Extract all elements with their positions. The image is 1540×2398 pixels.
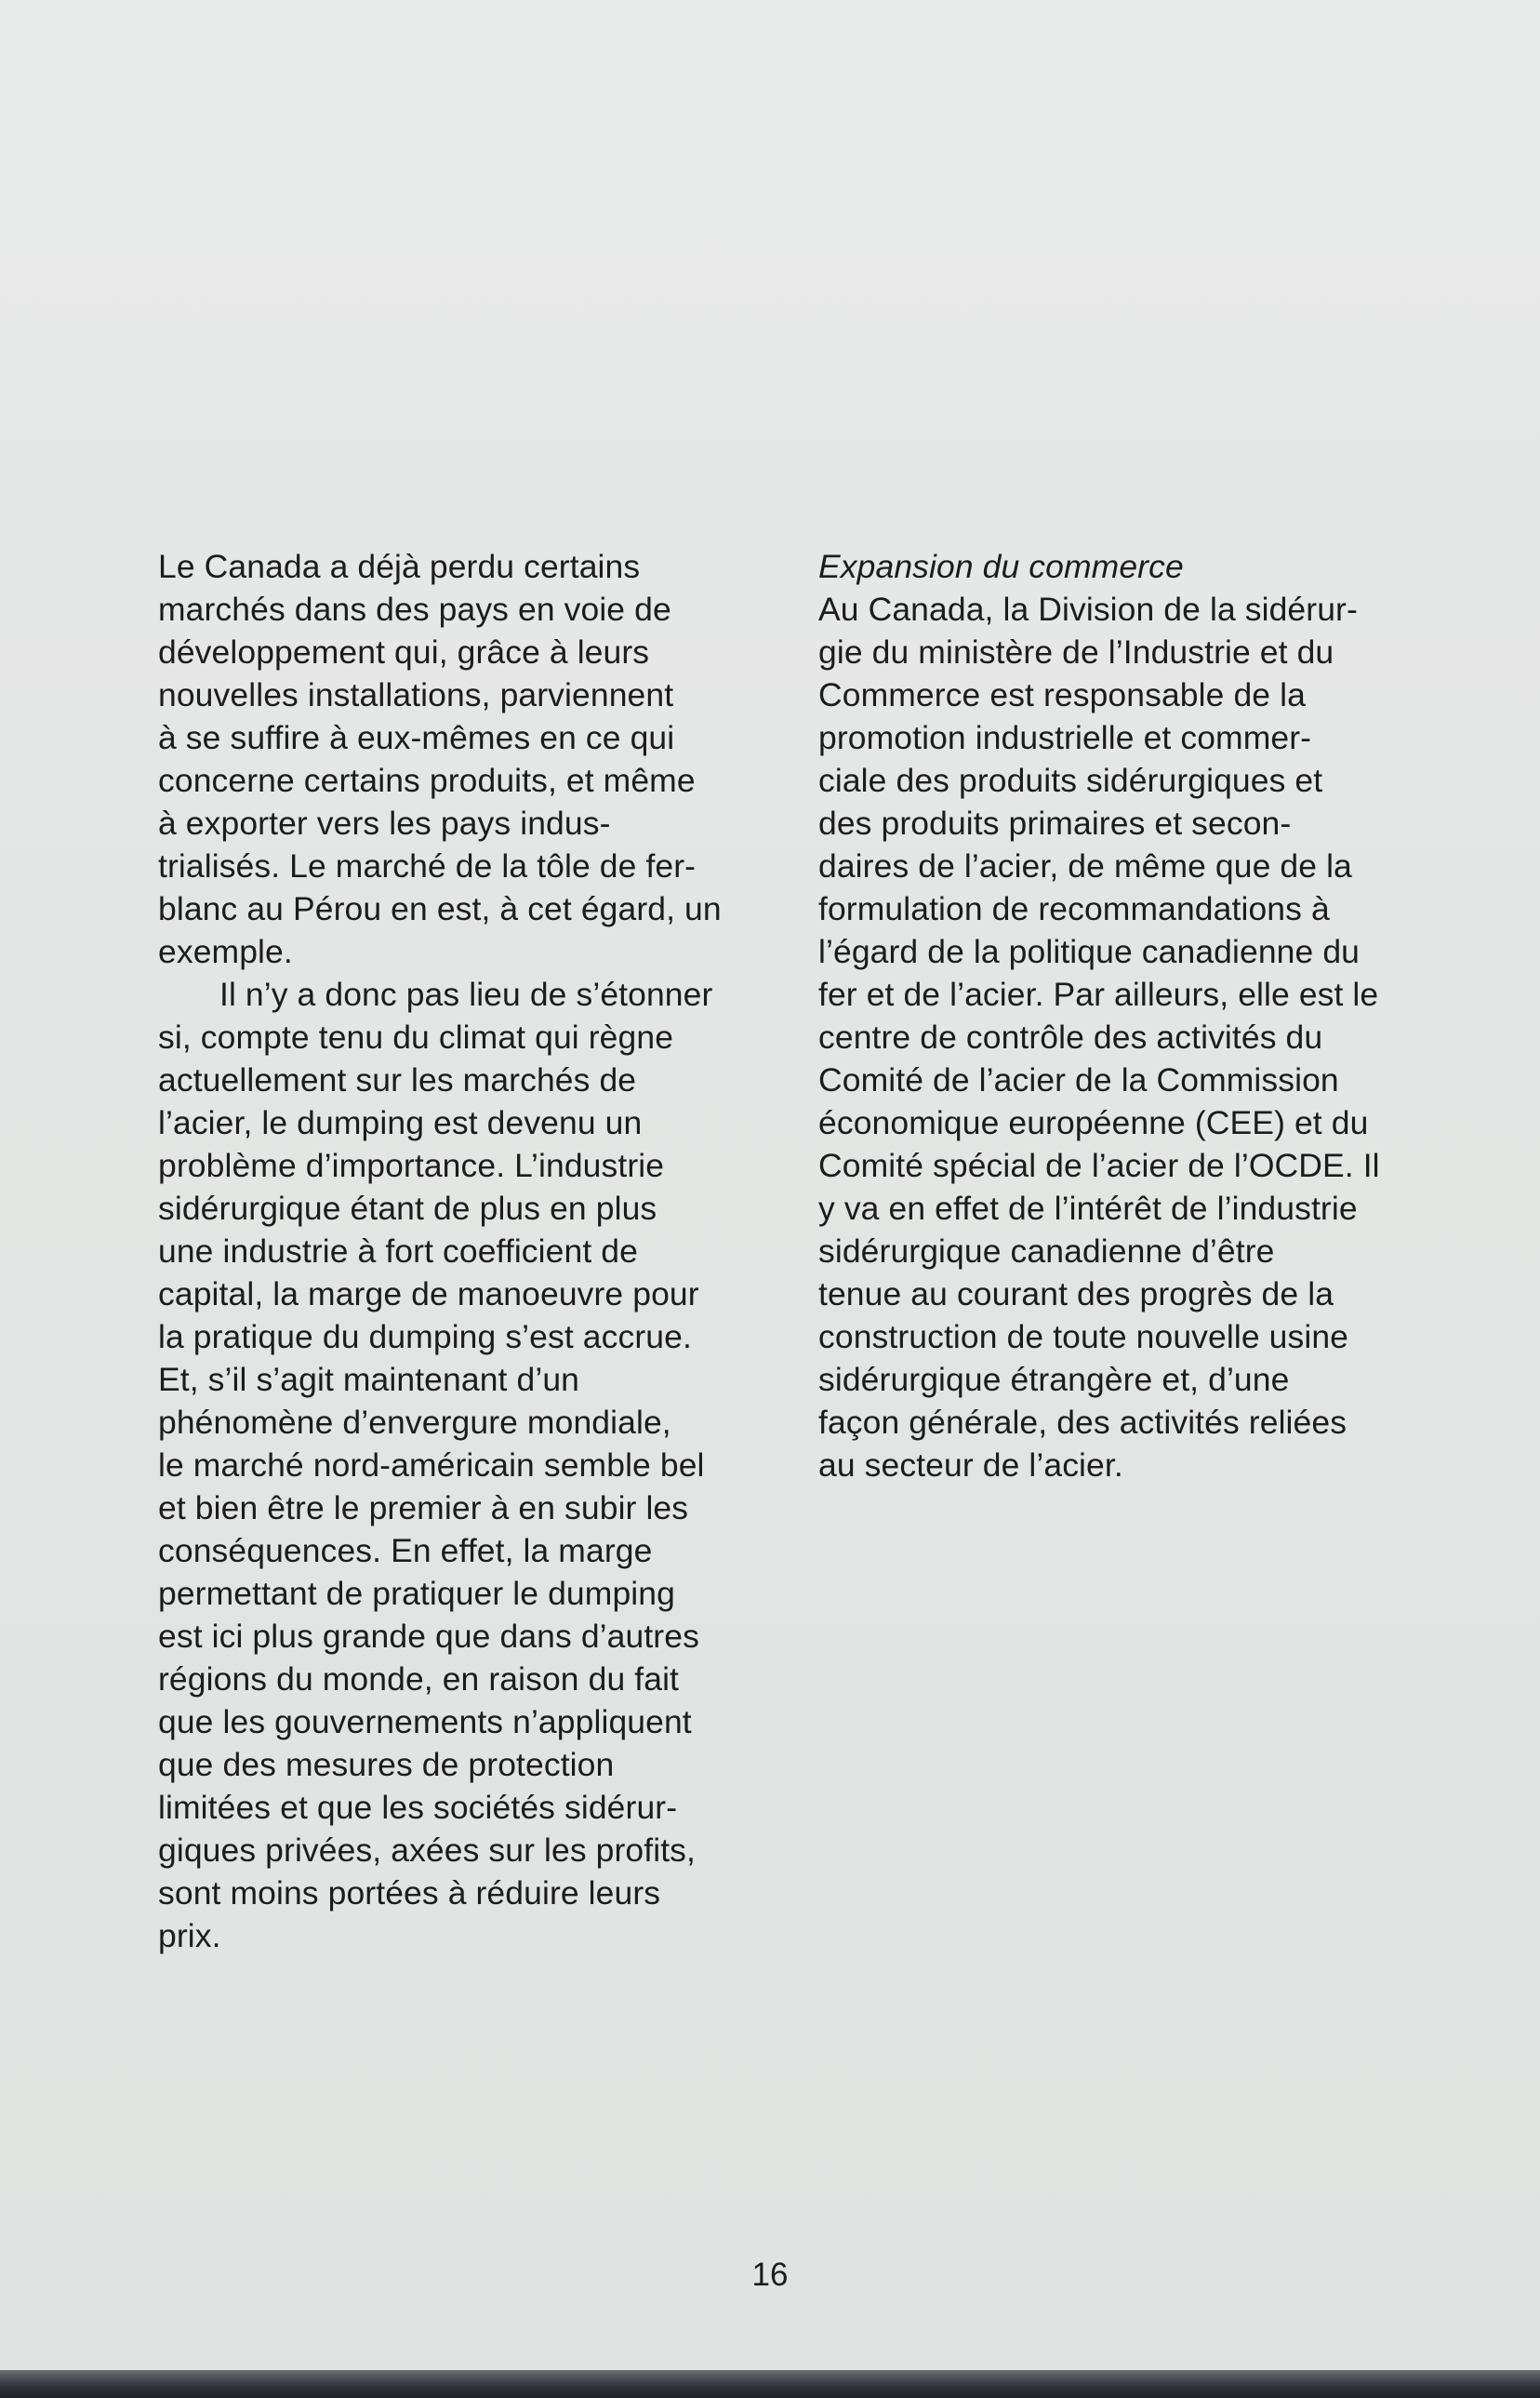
text-line: daires de l’acier, de même que de la	[818, 847, 1352, 885]
text-line: Le Canada a déjà perdu certains	[158, 548, 641, 585]
scan-bottom-edge	[0, 2370, 1540, 2398]
text-line: ciale des produits sidérurgiques et	[818, 762, 1323, 799]
text-line: Commerce est responsable de la	[818, 676, 1306, 713]
paragraph-canada-markets	[158, 545, 781, 973]
left-column	[158, 545, 781, 1957]
text-line: problème d’importance. L’industrie	[158, 1147, 665, 1184]
text-line: façon générale, des activités reliées	[818, 1404, 1348, 1441]
text-line: sidérurgique étrangère et, d’une	[818, 1361, 1290, 1398]
text-line: limitées et que les sociétés sidérur-	[158, 1789, 678, 1826]
page-number: 16	[751, 2257, 789, 2293]
text-line: capital, la marge de manoeuvre pour	[158, 1275, 699, 1312]
paragraph-dumping	[158, 973, 781, 1957]
text-line: blanc au Pérou en est, à cet égard, un	[158, 890, 722, 927]
text-line: à exporter vers les pays indus-	[158, 805, 611, 842]
text-line: giques privées, axées sur les profits,	[158, 1832, 696, 1869]
text-line: Comité de l’acier de la Commission	[818, 1061, 1339, 1099]
text-line: gie du ministère de l’Industrie et du	[818, 633, 1334, 671]
text-line: conséquences. En effet, la marge	[158, 1532, 653, 1569]
text-line: à se suffire à eux-mêmes en ce qui	[158, 719, 675, 756]
text-line: permettant de pratiquer le dumping	[158, 1575, 675, 1612]
text-line: promotion industrielle et commer-	[818, 719, 1312, 756]
text-line: l’acier, le dumping est devenu un	[158, 1104, 643, 1141]
text-line: que des mesures de protection	[158, 1746, 615, 1783]
text-line: des produits primaires et secon-	[818, 805, 1292, 842]
text-line: au secteur de l’acier.	[818, 1446, 1123, 1484]
text-line: et bien être le premier à en subir les	[158, 1489, 689, 1526]
text-line: Et, s’il s’agit maintenant d’un	[158, 1361, 580, 1398]
text-line: prix.	[158, 1917, 221, 1954]
right-column	[818, 545, 1432, 1486]
section-heading: Expansion du commerce	[818, 548, 1184, 585]
text-line: sont moins portées à réduire leurs	[158, 1874, 661, 1912]
text-line: l’égard de la politique canadienne du	[818, 933, 1361, 970]
text-line: économique européenne (CEE) et du	[818, 1104, 1369, 1141]
text-line: est ici plus grande que dans d’autres	[158, 1618, 699, 1655]
text-line: si, compte tenu du climat qui règne	[158, 1019, 674, 1056]
text-line: que les gouvernements n’appliquent	[158, 1703, 692, 1740]
text-line: la pratique du dumping s’est accrue.	[158, 1318, 692, 1355]
text-line: une industrie à fort coefficient de	[158, 1232, 638, 1270]
text-line: concerne certains produits, et même	[158, 762, 696, 799]
text-line: actuellement sur les marchés de	[158, 1061, 637, 1099]
text-line: construction de toute nouvelle usine	[818, 1318, 1349, 1355]
text-line: sidérurgique étant de plus en plus	[158, 1190, 657, 1227]
paragraph-trade-expansion	[818, 588, 1432, 1486]
text-line: développement qui, grâce à leurs	[158, 633, 650, 671]
text-line: sidérurgique canadienne d’être	[818, 1232, 1275, 1270]
text-line: trialisés. Le marché de la tôle de fer-	[158, 847, 697, 885]
text-line: régions du monde, en raison du fait	[158, 1660, 680, 1698]
text-line: tenue au courant des progrès de la	[818, 1275, 1334, 1312]
text-line: fer et de l’acier. Par ailleurs, elle est le	[818, 976, 1379, 1013]
text-line: exemple.	[158, 933, 293, 970]
text-line: le marché nord-américain semble bel	[158, 1446, 705, 1484]
text-line: Il n’y a donc pas lieu de s’étonner	[219, 976, 713, 1013]
text-line: formulation de recommandations à	[818, 890, 1330, 927]
text-line: Au Canada, la Division de la sidérur-	[818, 591, 1358, 628]
text-line: nouvelles installations, parviennent	[158, 676, 674, 713]
text-line: centre de contrôle des activités du	[818, 1019, 1323, 1056]
text-line: y va en effet de l’intérêt de l’industrie	[818, 1190, 1358, 1227]
text-line: phénomène d’envergure mondiale,	[158, 1404, 671, 1441]
text-line: marchés dans des pays en voie de	[158, 591, 671, 628]
text-line: Comité spécial de l’acier de l’OCDE. Il	[818, 1147, 1380, 1184]
